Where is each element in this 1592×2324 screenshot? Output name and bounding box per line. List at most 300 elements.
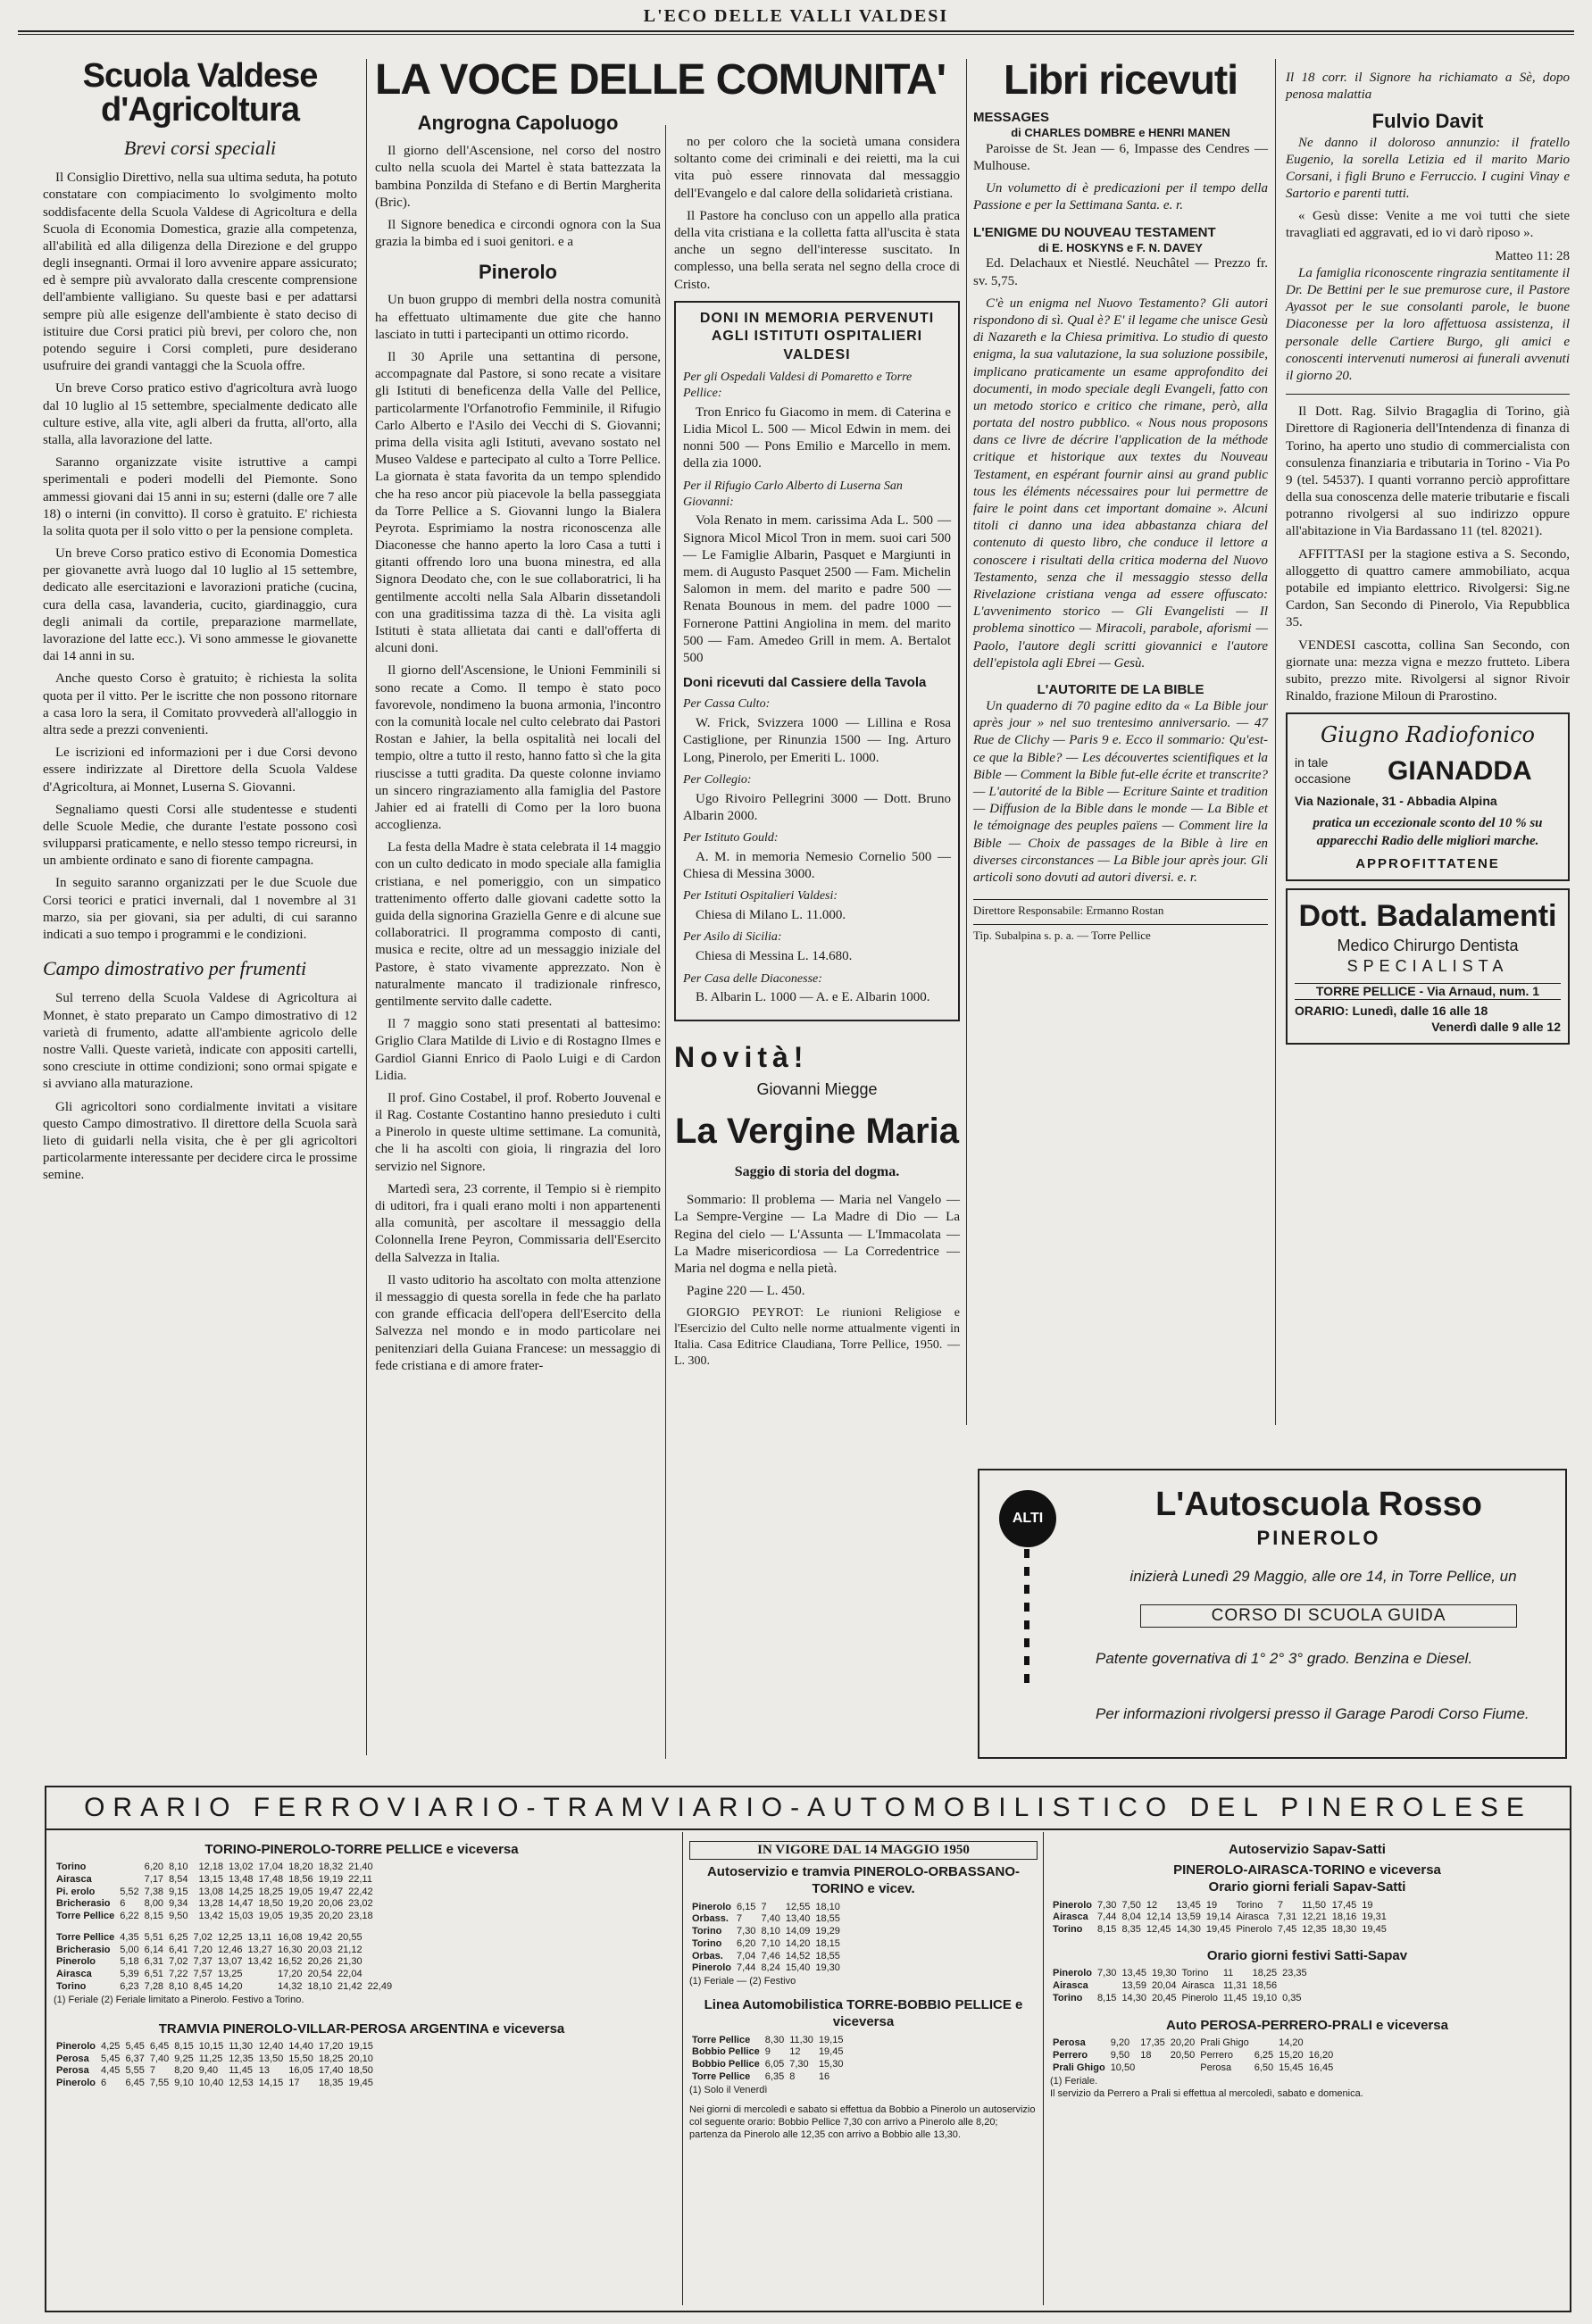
timetable-station: Perosa (1053, 2037, 1086, 2049)
paragraph: Il 30 Aprile una settantina di persone, accompagnate dal Pastore, si sono recate a visitare gli Istituti di beneficenza della Valle del Pellice, particolarmente l'Orfanotrofio Femminile, il Rifugio Carlo Alberto e l'Asilo dei Vecchi di S. Giovanni; prima della visita agli Istituti, avevano sostato nel Museo Valdese e partecipato al culto a Torre Pellice. La giornata è stata favorita da un tempo splendido che ha reso ancor più piacevole la bella passeggiata da Torre Pellice a S. Giovanni lungo la Bialera Peyrota. Esprimiamo la nostra riconoscenza alle Diaconesse che hanno aperto la loro Casa a tutti i gitanti offrendo loro una buona minestra, ed alla Signora Deodato che, con le sue collaboratrici, li ha gentilmente accolti nella Sala Albarin dissetandoli con una graditissima tazza di thè. La visita agli Istituti è stata allietata dai canti e dall'offerta di alcuni doni. (375, 350, 661, 656)
donor-heading: Per Istituto Gould: (683, 831, 779, 845)
timetable-time: 7,02 (193, 1931, 213, 1943)
article-subtitle-campo: Campo dimostrativo per frumenti (43, 957, 307, 980)
timetable-time: 12,25 (217, 1931, 243, 1943)
paragraph: Un buon gruppo di membri della nostra comunità ha effettuato ultimamente due gite che hanno lasciato in tutti i partecipanti un ottimo ricordo. (375, 293, 661, 342)
timetable-time: 14,32 (277, 1980, 303, 1992)
timetable-row (54, 1874, 376, 1887)
tt6-table (1050, 1968, 1310, 2004)
timetable-time: 18,25 (1252, 1968, 1278, 1978)
tt3-note: (1) Feriale — (2) Festivo (689, 1976, 796, 1987)
doni-title: DONI IN MEMORIA PERVENUTI AGLI ISTITUTI OSPITALIERI VALDESI (699, 310, 935, 362)
timetable-station: Pinerolo (692, 1962, 732, 1974)
timetable-time: 6,35 (764, 2070, 785, 2082)
book-pages: Pagine 220 — L. 450. (687, 1284, 805, 1299)
paragraph: Martedì sera, 23 corrente, il Tempio si è riempito di uditori, fra i quali erano molti i non appartenenti alla comunità, per ascoltare il messaggio della Colonnella Irene Peyron, Commissaria dell'Esercito della Salvezza in Italia. (375, 1181, 661, 1265)
autoscuola-logo: ALTI (999, 1490, 1056, 1547)
timetable-time: 14,20 (217, 1980, 243, 1992)
timetable-time: 7 (1277, 1899, 1283, 1911)
timetable-station: Prali Ghigo (1053, 2062, 1105, 2073)
timetable-time: 20,45 (1151, 1992, 1177, 2003)
timetable-time: 5,52 (120, 1886, 139, 1897)
timetable-time: 22,49 (367, 1980, 393, 1992)
timetable-time: 7 (149, 2065, 155, 2077)
timetable-time: 6 (120, 1898, 126, 1910)
timetable-time: 10,15 (198, 2040, 224, 2052)
timetable-time: 19,15 (348, 2040, 373, 2052)
printer-line: Tip. Subalpina s. p. a. — Torre Pellice (973, 924, 1268, 944)
donor-heading: Per Istituti Ospitalieri Valdesi: (683, 889, 838, 904)
timetable-time: 13,25 (217, 1969, 243, 1980)
timetable-row (54, 2053, 376, 2066)
masthead: L'ECO DELLE VALLI VALDESI (643, 6, 949, 26)
timetable-time: 5,51 (144, 1931, 164, 1943)
timetable-time: 11,50 (1302, 1899, 1326, 1911)
ad-gianadda-offer: pratica un eccezionale sconto del 10 % su apparecchi Radio delle migliori marche. (1313, 816, 1543, 848)
timetable-row (1050, 2062, 1336, 2075)
timetable-time: 7,40 (149, 2053, 170, 2064)
timetable-time: 19,29 (815, 1926, 840, 1937)
timetable-row (54, 1887, 376, 1899)
autoscuola-line3: Per informazioni rivolgersi presso il Garage Parodi Corso Fiume. (1096, 1705, 1529, 1722)
timetable-time: 19,45 (1205, 1924, 1231, 1936)
timetable-time: 16,52 (277, 1956, 303, 1968)
book-description: C'è un enigma nel Nuovo Testamento? Gli autori rispondono di sì. Qual è? E' il legame che unisce Gesù di Nazareth e la Chiesa primitiva. Lo studio di questo enigma, la sua valutazione, la sua soluzione possibile, implicano praticamente un esame approfondito dei documenti, in modo speciale degli Evangeli, fatto con un metodo storico e critico che rimane, però, alla portata del nostro pubblico. « Nous nous proposons dans ce livre de décrire l'application de la méthode critique et historique aux textes du Nouveau Testament, en espérant fournir ainsi au grand public tous les éléments nécessaires pour lui permettre de faire le point dans cet important domaine ». Alcuni titoli ci danno una idea abbastanza chiara del contenuto di questo libro, che conduce il lettore a conoscere i risultati della critica moderna del Nuovo Testamento, senza che il messaggio stesso della Rivelazione cristiana venga ad essere offuscato: L'avvenimento storico — Gli Evangelisti — Il problema sinottico — Miracoli, parabole, aforismi — Paolo, l'autore degli scritti giovannici e l'autore dell'epistola agli Ebrei — Gesù. (973, 296, 1268, 671)
tt7-footer: Il servizio da Perrero a Prali si effettua al mercoledì, sabato e domenica. (1050, 2087, 1363, 2099)
timetable-time: 8,35 (1121, 1924, 1141, 1936)
timetable-time: 23,35 (1282, 1968, 1307, 1978)
timetable-time: 8,15 (144, 1911, 164, 1922)
top-rule (18, 30, 1574, 32)
timetable-time: 19,30 (1151, 1968, 1177, 1978)
obituary-thanks: La famiglia riconoscente ringrazia sentitamente il Dr. De Bettini per le sue premurose cure, il Pastore Ayassot per le sue consolanti parole, le buone Diaconesse per la loro affettuosa assistenza, il personale delle Cartiere Burgo, gli amici e conoscenti intervenuti numerosi ai funerali avvenuti il giorno 20. (1286, 265, 1570, 383)
tt6-title: Orario giorni festivi Satti-Sapav (1206, 1947, 1408, 1963)
timetable-time: 19,45 (348, 2078, 373, 2089)
column-doni (674, 134, 960, 1759)
timetable-time: 19,30 (815, 1962, 840, 1974)
timetable-time: 4,25 (101, 2040, 121, 2052)
timetable-time: 21,30 (338, 1956, 363, 1968)
tt5-table (1050, 1900, 1389, 1937)
timetable-sapav-perosa (1050, 1837, 1564, 2100)
paragraph: Il Pastore ha concluso con un appello alla pratica della vita cristiana e la colletta fatta all'uscita è stata anche un segno dell'interesse suscitato. In complesso, una bella serata nel segno della croce di Cristo. (674, 208, 960, 292)
obituary-verse: « Gesù disse: Venite a me voi tutti che siete travagliati ed aggravati, ed io vi darò riposo ». (1286, 209, 1570, 241)
timetable-time: Torino (1181, 1968, 1209, 1978)
timetable-time: 6,05 (764, 2059, 785, 2070)
ad-bragaglia: Il Dott. Rag. Silvio Bragaglia di Torino, già Direttore di Ragioneria dell'Intendenza di finanza di Torino, ha aperto uno studio di commercialista con consulenza finanziaria e tributaria in Torino - Via Po 9 (tel. 54537). I quanti vorranno perciò approfittare della sua conoscenza delle materie tributarie e fiscali potranno rivolgersi al suo indirizzo oppure all'abitazione in Via Bardassano 11 (tel. 82021). (1286, 404, 1570, 539)
timetable-station: Pinerolo (1053, 1968, 1093, 1978)
timetable-time: 6,20 (737, 1937, 756, 1949)
timetable-time: 19 (1362, 1899, 1373, 1911)
donor-heading: Per Asilo di Sicilia: (683, 930, 782, 945)
timetable-box (45, 1786, 1571, 2312)
timetable-station: Pinerolo (56, 2040, 96, 2052)
timetable-row (54, 1862, 376, 1874)
timetable-time: 11,30 (229, 2040, 253, 2052)
timetable-time: 12 (789, 2046, 801, 2058)
timetable-time: 17,20 (277, 1969, 303, 1980)
timetable-time: 13,15 (198, 1873, 224, 1885)
tt7-title: Auto PEROSA-PERRERO-PRALI e viceversa (1166, 2018, 1448, 2034)
timetable-time: 12 (1146, 1899, 1158, 1911)
ad-doctor-address: TORRE PELLICE - Via Arnaud, num. 1 (1295, 983, 1561, 1001)
timetable-time: 19,45 (818, 2046, 844, 2058)
paragraph: Il vasto uditorio ha ascoltato con molta attenzione il messaggio di questa sorella in fede che ha parlato con grande efficacia dell'opera dell'Esercito della Salvezza nel mondo e in modo particolare nei penitenziari della Guiana Francese: un messaggio di fede cristiana e di amore frater- (375, 1272, 661, 1373)
paragraph: Il 7 maggio sono stati presentati al battesimo: Griglio Clara Matilde di Livio e di Rostagno Ilmes e Gardiol Gianni Enrico di Paolo Luigi e di Cardon Lidia. (375, 1017, 661, 1083)
timetable-station: Perrero (1053, 2050, 1088, 2062)
timetable-time: 18,30 (1331, 1924, 1357, 1936)
timetable-time (1138, 2062, 1168, 2075)
timetable-time: 7,44 (1097, 1912, 1117, 1923)
tt5-title3: Orario giorni feriali Sapav-Satti (1208, 1879, 1406, 1895)
timetable-time: 17,35 (1140, 2037, 1165, 2049)
timetable-row (54, 1969, 395, 1981)
timetable-time: 14,25 (229, 1886, 254, 1897)
timetable-time: 7,55 (149, 2078, 170, 2089)
timetable-row (1050, 1912, 1389, 1924)
timetable-time: 7,17 (144, 1873, 164, 1885)
timetable-time: 9,25 (174, 2053, 194, 2064)
timetable-time: 20,03 (307, 1944, 333, 1955)
ad-doctor-name: Dott. Badalamenti (1298, 898, 1557, 933)
timetable-time: 21,40 (348, 1862, 373, 1873)
timetable-row (54, 2078, 376, 2090)
timetable-time (117, 1874, 141, 1887)
timetable-time: 16,05 (288, 2065, 313, 2077)
timetable-time: 4,45 (101, 2065, 121, 2077)
timetable-time: 19,31 (1362, 1912, 1387, 1923)
timetable-station: Bricherasio (56, 1898, 111, 1910)
book-publisher: Paroisse de St. Jean — 6, Impasse des Cendres — Mulhouse. (973, 141, 1268, 173)
timetable-time: 22,11 (348, 1873, 372, 1885)
timetable-time: 18,25 (318, 2053, 344, 2064)
donor-heading: Per il Rifugio Carlo Alberto di Luserna San Giovanni: (683, 479, 903, 509)
timetable-row (1050, 1900, 1389, 1912)
donor-list: B. Albarin L. 1000 — A. e E. Albarin 1000. (696, 990, 930, 1005)
timetable-time: 18,16 (1331, 1912, 1357, 1923)
timetable-time: 7,57 (193, 1969, 213, 1980)
timetable-time: 18,50 (258, 1898, 284, 1910)
paragraph: Il Consiglio Direttivo, nella sua ultima seduta, ha potuto constatare con compiacimento lo svolgimento molto soddisfacente della Scuola Valdese di Agricoltura e della Scuola di Economia Domestica, grazie alla competenza, all'abilità ed alla diligenza della Direzione e del gruppo degli insegnanti. Ormai il loro avvenire appare assicurato; ed è sempre più avvalorato dalla crescente comprensione dell'ambiente valligiano. Su queste basi e per adattarsi sempre più alle esigenze dell'ambiente è stato deciso di istituire due Corsi pratici più brevi, per coloro che, non potendo seguire i Corsi completi, pure desiderano usufruire dei grandi vantaggi che la Scuola offre. (43, 171, 357, 374)
timetable-time: 16,20 (1308, 2050, 1334, 2062)
timetable-time: 18,10 (815, 1901, 840, 1912)
column-libri (973, 56, 1268, 1434)
timetable-time: 13,08 (198, 1886, 224, 1897)
timetable-row (54, 1945, 395, 1957)
obituary-text: Ne danno il doloroso annunzio: il fratello Eugenio, la sorella Letizia ed il marito Mario Corsani, i figli Bruno e Ferruccio. I cugini Vinay e Sartorio e parenti tutti. (1286, 135, 1570, 202)
paragraph: Un breve Corso pratico estivo di Economia Domestica per giovanette avrà luogo dal 10 luglio al 15 settembre, dedicato alle esercitazioni e lavorazioni pratiche (cucina, cura della casa, lavanderia, cucito, giardinaggio, cura degli animali da cortile, preparazione marmellate, lavorazione del latte ecc.). Vi sono ammesse le giovanette dai 14 anni in su. (43, 546, 357, 664)
section-title-libri: Libri ricevuti (1003, 56, 1238, 103)
tt1-table-a (54, 1862, 376, 1923)
timetable-station: Airasca (1053, 1912, 1088, 1923)
timetable-time: 8,10 (761, 1926, 780, 1937)
timetable-time: 7,04 (737, 1950, 756, 1962)
ad-doctor-hours2: Venerdì dalle 9 alle 12 (1431, 1020, 1561, 1035)
timetable-time: 18,25 (258, 1886, 284, 1897)
timetable-time: 7 (737, 1913, 743, 1925)
timetable-time: 5,45 (125, 2040, 145, 2052)
tt1-title: TORINO-PINEROLO-TORRE PELLICE e viceversa (204, 1842, 519, 1857)
timetable-station: Torino (1053, 1992, 1083, 2003)
book-title-messages: MESSAGES (973, 110, 1050, 125)
donor-heading: Per Cassa Culto: (683, 697, 771, 712)
timetable-time: 8,15 (1097, 1924, 1117, 1936)
timetable-time (1168, 2062, 1198, 2075)
ad-gianadda-name: GIANADDA (1388, 756, 1532, 787)
timetable-row (54, 1932, 395, 1945)
timetable-row (689, 1902, 843, 1914)
book-description: Un quaderno di 70 pagine edito da « La Bible jour après jour » nel suo trentesimo anniversario. — 47 Rue de Clichy — Paris 9 e. Ecco il sommario: Qu'est-ce que la Bible? — Les découvertes scientifiques et la Bible — Comment la Bible fut-elle écrite et transcrite? — L'autorité de la Bible — Ecriture Sainte et tradition — Diffusion de la Bible dans le monde — La Bible et le témoignage des peuples païens — Comment lire la Bible — Choix de passages de la Bible à lire en diverses circonstances — La Bible jour après jour. Gli articoli sono dovuti ad autori diversi. e. r. (973, 699, 1268, 885)
paragraph: In seguito saranno organizzati per le due Scuole due Corsi teorici e pratici invernali, dal 1 novembre al 31 marzo, sia per giovani, sia per adulti, di cui saranno indicati a suo tempo i programmi e le condizioni. (43, 876, 357, 943)
donor-list: Chiesa di Milano L. 11.000. (696, 908, 846, 923)
novita-heading: Novità! (674, 1040, 809, 1073)
timetable-station: Perosa (56, 2065, 89, 2077)
timetable-time: 15,45 (1279, 2062, 1304, 2073)
timetable-time: 7 (761, 1901, 767, 1912)
timetable-time: 18,10 (307, 1980, 333, 1992)
paragraph: Il Signore benedica e circondi ognora con la Sua grazia la bimba ed i suoi genitori. e a (375, 217, 661, 250)
timetable-time: 11,25 (198, 2053, 223, 2064)
timetable-time: 15,20 (1279, 2050, 1304, 2062)
timetable-time: 14,30 (1121, 1992, 1146, 2003)
timetable-time: 19,20 (288, 1898, 313, 1910)
timetable-station: Torre Pellice (692, 2070, 751, 2082)
article-subtitle-corsi: Brevi corsi speciali (123, 137, 277, 159)
timetable-station: Pinerolo (1053, 1899, 1093, 1911)
timetable-station: Torino (1053, 1924, 1083, 1936)
timetable-time: 20,10 (348, 2053, 373, 2064)
autoscuola-line2: Patente governativa di 1° 2° 3° grado. Benzina e Diesel. (1096, 1650, 1473, 1667)
timetable-time: 16,08 (277, 1931, 303, 1943)
timetable-time: 15,40 (785, 1962, 811, 1974)
paragraph: Il giorno dell'Ascensione, le Unioni Femminili si sono recate a Como. Il tempo è stato poco favorevole, nondimeno la buona armonia, l'incontro con la comunità locale nel culto celebrato dai Pastori Rostan e Jahier, la bella ospitalità nei locali del tempio, oltre a tutto il resto, hanno fatto sì che la gita riuscisse a tutti gradita. Da queste colonne inviamo un sincero ringraziamento alla famiglia del Pastore Jahier ed ai fratelli di Como per la loro buona accoglienza. (375, 663, 661, 833)
autoscuola-title: L'Autoscuola Rosso (1155, 1486, 1482, 1523)
obituary-ref: Matteo 11: 28 (1495, 248, 1570, 263)
timetable-time: 19,19 (318, 1873, 344, 1885)
tt4-table (689, 2035, 846, 2084)
timetable-row (54, 2041, 376, 2053)
timetable-row (54, 1956, 395, 1969)
autoscuola-city: PINEROLO (1256, 1527, 1381, 1549)
timetable-time: 16,30 (277, 1944, 303, 1955)
autoscuola-logo-pole (1024, 1549, 1029, 1683)
paragraph: La festa della Madre è stata celebrata il 14 maggio con un culto dedicato in modo speciale alla famiglia cristiana, e nel pomeriggio, con un simpatico trattenimento offerto dalle giovani cadette sotto la guida della signorina Graziella Genre e di alcune sue collaboratrici. Il programma composto di canti, musica e recite, oltre ad un messaggio iniziale del Pastore, è stato vivamente apprezzato. Non è naturalmente mancato il tradizionale rinfresco, gentilmente servito dalle cadette. (375, 840, 661, 1009)
autoscuola-line1: inizierà Lunedì 29 Maggio, alle ore 14, in Torre Pellice, un (1129, 1568, 1517, 1585)
tt1-note: (1) Feriale (2) Feriale limitato a Pinerolo. Festivo a Torino. (54, 1994, 304, 2005)
timetable-row (54, 1898, 376, 1911)
timetable-time: 13,27 (247, 1944, 272, 1955)
timetable-time: 18,50 (348, 2065, 373, 2077)
timetable-row (1050, 1968, 1310, 1980)
timetable-time: 19,10 (1252, 1992, 1278, 2003)
ad-autoscuola-rosso (978, 1469, 1567, 1759)
timetable-time: 14,52 (785, 1950, 811, 1962)
paragraph: no per coloro che la società umana considera soltanto come dei criminali e dei reietti, ma la cui vita può essere rinnovata dal messaggio dell'Evangelo e dal calore della solidarietà cristiana. (674, 135, 960, 201)
timetable-time: 7,38 (144, 1886, 164, 1897)
timetable-time: 13,28 (198, 1898, 224, 1910)
ad-gianadda-title: Giugno Radiofonico (1321, 722, 1535, 748)
timetable-row (689, 2059, 846, 2071)
timetable-time: 9,20 (1110, 2037, 1130, 2049)
timetable-title: ORARIO FERROVIARIO-TRAMVIARIO-AUTOMOBILISTICO DEL PINEROLESE (46, 1787, 1570, 1830)
tt4-note: (1) Solo il Venerdì (689, 2084, 768, 2095)
tt2-title: TRAMVIA PINEROLO-VILLAR-PEROSA ARGENTINA e viceversa (158, 2020, 565, 2037)
timetable-station: Airasca (56, 1969, 92, 1980)
timetable-row (689, 1962, 843, 1975)
timetable-row (689, 1951, 843, 1963)
timetable-time: 7,10 (761, 1937, 780, 1949)
timetable-time: 13,59 (1121, 1979, 1146, 1991)
timetable-time: 19,45 (1362, 1924, 1387, 1936)
timetable-time: Pinerolo (1181, 1992, 1218, 2003)
timetable-time: 8,15 (1097, 1992, 1117, 2003)
donor-list: Tron Enrico fu Giacomo in mem. di Caterina e Lidia Micol L. 500 — Micol Edwin in mem. dei nonni 500 — Pons Emilio e Marcello in mem. della zia 1000. (683, 404, 951, 471)
timetable-time: Pinerolo (1236, 1924, 1272, 1936)
donor-list: Vola Renato in mem. carissima Ada L. 500 — Signora Micol Micol Tron in mem. suoi cari 500 — Le Famiglie Albarin, Pasquet e Margiunti in mem. di Augusto Pasquet 2500 — Fam. Michelin Salomon in mem. del marito e padre 500 — Renata Bounous in mem. del padre 1000 — Fornerone Pattini Angiolina in mem. del marito 500 — Fam. Amedeo Grill in mem. A. Bertalot 500 (683, 513, 951, 665)
timetable-time: 6,20 (144, 1862, 164, 1873)
timetable-time: 6,15 (737, 1901, 756, 1912)
timetable-time: 13,40 (785, 1913, 811, 1925)
timetable-station: Pinerolo (56, 1956, 96, 1968)
ad-gianadda-address: Via Nazionale, 31 - Abbadia Alpina (1295, 794, 1497, 809)
donor-list: W. Frick, Svizzera 1000 — Lillina e Rosa Castiglione, per Rinunzia 1500 — Ing. Arturo Long, Pinerolo, per Emeriti L. 1000. (683, 716, 951, 765)
timetable-row (689, 1938, 843, 1951)
timetable-time: 11,45 (229, 2065, 253, 2077)
timetable-time: 13,42 (247, 1956, 272, 1968)
timetable-time: 14,30 (1176, 1924, 1201, 1936)
timetable-time: 19,15 (818, 2034, 844, 2045)
timetable-time: 12,35 (1302, 1924, 1327, 1936)
timetable-time: 14,15 (258, 2078, 284, 2089)
paragraph: Sul terreno della Scuola Valdese di Agricoltura ai Monnet, è stato preparato un Campo dimostrativo di 12 varietà di frumento, adatte all'ambiente agricolo delle nostre Valli. Queste varietà, indicate con appositi cartelli, sono cresciute in ottime condizioni; sono ormai spigate e si avviano alla maturazione. (43, 991, 357, 1092)
book-title: La Vergine Maria (675, 1111, 959, 1151)
timetable-row (689, 2035, 846, 2047)
ad-doctor-title: Medico Chirurgo Dentista (1337, 937, 1519, 955)
timetable-time: Airasca (1236, 1912, 1270, 1923)
ad-doctor-hours1: ORARIO: Lunedì, dalle 16 alle 18 (1295, 1004, 1488, 1019)
timetable-time: Perrero (1200, 2050, 1233, 2062)
book-publisher: Ed. Delachaux et Niestlé. Neuchâtel — Prezzo fr. sv. 5,75. (973, 256, 1268, 288)
timetable-time: 19,05 (288, 1886, 313, 1897)
timetable-time: 9,40 (198, 2065, 219, 2077)
column-divider (966, 59, 967, 1425)
timetable-time: 13,45 (1176, 1899, 1201, 1911)
timetable-row (1050, 2037, 1336, 2050)
timetable-time: 20,20 (1170, 2037, 1196, 2049)
timetable-station: Bobbio Pellice (692, 2059, 760, 2070)
tt5-title2: PINEROLO-AIRASCA-TORINO e viceversa (1173, 1862, 1441, 1878)
timetable-station: Torino (692, 1926, 722, 1937)
timetable-time: 8 (789, 2070, 796, 2082)
timetable-time (245, 1969, 275, 1981)
timetable-row (689, 1926, 843, 1938)
timetable-time: 22,04 (338, 1969, 363, 1980)
timetable-time: 7,20 (193, 1944, 213, 1955)
tt2-table (54, 2041, 376, 2090)
timetable-row (54, 1911, 376, 1923)
timetable-time: 20,20 (318, 1911, 344, 1922)
timetable-time: 8,10 (169, 1980, 188, 1992)
timetable-time: 6,31 (144, 1956, 164, 1968)
timetable-time: 20,06 (318, 1898, 344, 1910)
timetable-time: 18,15 (815, 1937, 840, 1949)
timetable-time: 19 (1205, 1899, 1218, 1911)
timetable-time: 18,55 (815, 1950, 840, 1962)
timetable-time: 7,02 (169, 1956, 188, 1968)
timetable-time: 7,40 (761, 1913, 780, 1925)
paragraph: Saranno organizzate visite istruttive a campi sperimentali e poderi modelli del Piemonte. Sono ammessi giovani dai 15 anni in su; esterni (dalle ore 7 alle 18) o interni (in convitto). Il corso è gratuito. E' richiesta la solita quota per il solo vitto o per la pensione completa. (43, 455, 357, 538)
book-subtitle: Saggio di storia del dogma. (734, 1163, 900, 1179)
timetable-time: 12,35 (229, 2053, 254, 2064)
timetable-time: 5,55 (125, 2065, 145, 2077)
column-annunci (1286, 70, 1570, 1445)
timetable-time: 13,11 (247, 1931, 272, 1943)
tt1-table-b (54, 1932, 395, 1994)
timetable-time (245, 1981, 275, 1994)
timetable-time: 8,00 (144, 1898, 164, 1910)
book-peyrot: GIORGIO PEYROT: Le riunioni Religiose e l'Esercizio del Culto nelle norme attualmente vigenti in Italia. Casa Editrice Claudiana, Torre Pellice, 1950. — L. 300. (674, 1306, 960, 1369)
timetable-time: 9,50 (169, 1911, 188, 1922)
timetable-station: Torre Pellice (56, 1931, 115, 1943)
timetable-time: 8,04 (1121, 1912, 1141, 1923)
book-author: Giovanni Miegge (756, 1079, 878, 1098)
timetable-time: 8,30 (764, 2034, 785, 2045)
paragraph: Un breve Corso pratico estivo d'agricoltura avrà luogo dal 10 luglio al 15 settembre, specialmente dedicato alle culture estive, alla vite, agli alberi da frutta, all'orto, alla stalla, alla lavorazione del latte. (43, 381, 357, 447)
paragraph: Le iscrizioni ed informazioni per i due Corsi devono essere indirizzate al Direttore della Scuola Valdese d'Agricoltura, ai Monnet, Luserna S. Giovanni. (43, 746, 357, 795)
book-author-messages: di CHARLES DOMBRE e HENRI MANEN (1011, 126, 1230, 140)
timetable-station: Orbass. (692, 1913, 729, 1925)
timetable-time: 9,15 (169, 1886, 188, 1897)
timetable-time: 7,30 (789, 2059, 809, 2070)
timetable-time: 6,50 (1254, 2062, 1274, 2073)
tt5-title1: Autoservizio Sapav-Satti (1229, 1842, 1386, 1857)
timetable-time: 13,45 (1121, 1968, 1146, 1978)
donor-heading: Per Casa delle Diaconesse: (683, 971, 822, 986)
timetable-time: 6,25 (169, 1931, 188, 1943)
timetable-time: 10,40 (198, 2078, 224, 2089)
timetable-time: 6,41 (169, 1944, 188, 1955)
timetable-time: 0,35 (1282, 1992, 1302, 2003)
timetable-station: Perosa (56, 2053, 89, 2064)
timetable-time: 17 (288, 2078, 300, 2089)
section-title-voce-comunita: LA VOCE DELLE COMUNITA' (375, 56, 946, 104)
timetable-time: 8,54 (169, 1873, 188, 1885)
donor-list: Ugo Rivoiro Pellegrini 3000 — Dott. Bruno Albarin 2000. (683, 791, 951, 823)
timetable-time: 6,14 (144, 1944, 164, 1955)
section-title-pinerolo: Pinerolo (478, 261, 557, 284)
tt7-table (1050, 2037, 1336, 2074)
timetable-time: 5,18 (120, 1956, 139, 1968)
timetable-station: Bricherasio (56, 1944, 111, 1955)
timetable-time: 9,10 (174, 2078, 194, 2089)
timetable-time: 15,30 (818, 2059, 844, 2070)
timetable-time: 17,04 (258, 1862, 284, 1873)
book-title-autorite: L'AUTORITE DE LA BIBLE (1037, 681, 1204, 697)
timetable-time: 12,40 (258, 2040, 284, 2052)
ad-gianadda-pre: in tale occasione (1295, 755, 1352, 787)
timetable-time: 13,07 (217, 1956, 243, 1968)
timetable-time: 9 (764, 2046, 771, 2058)
ad-gianadda-cta: APPROFITTATENE (1355, 855, 1500, 871)
timetable-time: Prali Ghigo (1200, 2037, 1249, 2049)
obituary-intro: Il 18 corr. il Signore ha richiamato a Sè, dopo penosa malattia (1286, 71, 1570, 103)
timetable-time: 7,22 (169, 1969, 188, 1980)
timetable-time: 12,18 (198, 1862, 224, 1873)
autoscuola-course: CORSO DI SCUOLA GUIDA (1140, 1604, 1517, 1628)
timetable-station: Torino (56, 1980, 87, 1992)
timetable-time: 23,18 (348, 1911, 373, 1922)
timetable-time: 6 (101, 2078, 107, 2089)
